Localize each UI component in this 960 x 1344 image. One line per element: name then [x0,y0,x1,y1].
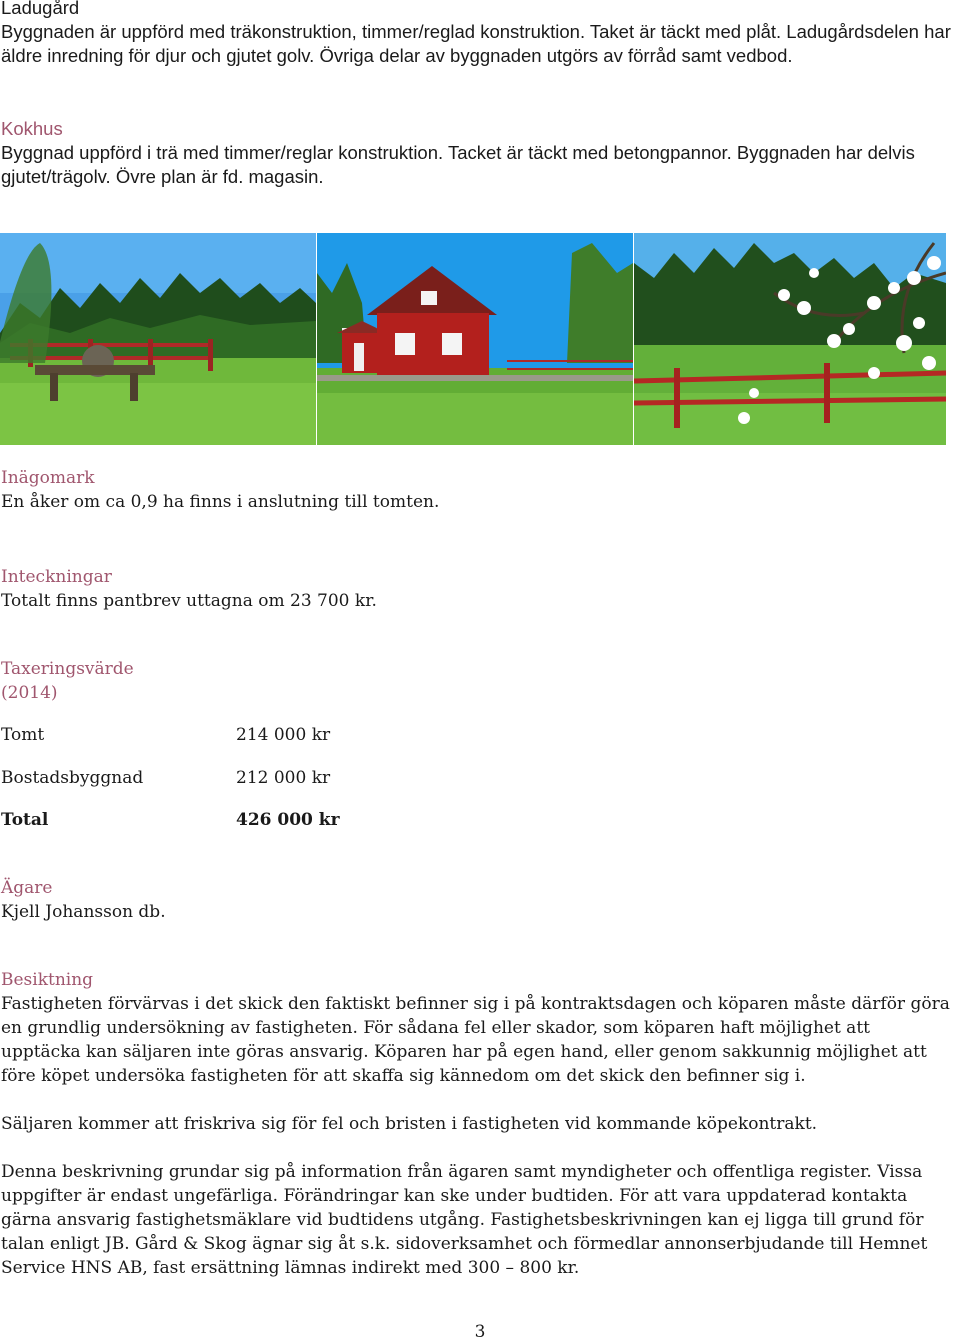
section-text-agare: Kjell Johansson db. [1,902,166,922]
row-label: Tomt [1,725,45,745]
section-text-ladugard: Byggnaden är uppförd med träkonstruktion, timmer/reglad konstruktion. Taket är täckt med plåt. Ladugårdsdelen har äldre inredning för djur och gjutet golv. Övriga delar av byggnaden utgörs av förråd samt vedbod. [1,21,951,66]
table-row [1,723,501,747]
section-title-taxering: Taxeringsvärde [1,659,134,679]
section-kokhus [1,117,954,189]
page-number: 3 [474,1322,486,1342]
section-inagomark [1,466,954,514]
section-agare [1,876,954,924]
section-text-kokhus: Byggnad uppförd i trä med timmer/reglar konstruktion. Tacket är täckt med betongpannor. Byggnaden har delvis gjutet/trägolv. Övre plan är fd. magasin. [1,142,915,187]
row-label: Bostadsbyggnad [1,768,144,788]
section-title-besiktning: Besiktning [1,970,94,990]
section-title-inteckningar: Inteckningar [1,567,112,587]
section-inteckningar [1,565,954,613]
row-value: 214 000 kr [236,725,331,745]
table-row [1,766,501,790]
row-value: 426 000 kr [236,810,340,830]
section-title-kokhus: Kokhus [1,118,63,139]
section-taxering [1,657,954,705]
photo-strip [0,233,946,445]
row-value: 212 000 kr [236,768,331,788]
photo-blossom-fence [634,233,946,445]
photo-field-grindstone [0,233,316,445]
besiktning-paragraph-2: Säljaren kommer att friskriva sig för fel och bristen i fastigheten vid kommande köpekontrakt. [1,1114,818,1134]
table-row-total [1,808,501,832]
besiktning-paragraph-1: Fastigheten förvärvas i det skick den faktiskt befinner sig i på kontraktsdagen och köparen måste därför göra en grundlig undersökning av fastigheten. För sådana fel eller skador, som köparen haft möjlighet att upptäcka kan säljaren inte göras ansvarig. Köparen har på egen hand, eller genom sakkunnig möjlighet att före köpet undersöka fastigheten för att skaffa sig kännedom om det skick den befinner sig i. [1,994,950,1086]
section-title-ladugard: Ladugård [1,0,80,18]
section-ladugard [1,0,954,68]
row-label: Total [1,810,49,830]
section-text-inagomark: En åker om ca 0,9 ha finns i anslutning till tomten. [1,492,440,512]
besiktning-paragraph-3: Denna beskrivning grundar sig på information från ägaren samt myndigheter och offentliga register. Vissa uppgifter är endast ungefärliga. Förändringar kan ske under budtiden. För att vara uppdaterad kontakta gärna ansvarig fastighetsmäklare vid budtidens utgång. Fastighetsbeskrivningen kan ej ligga till grund för talan enligt JB. Gård & Skog ägnar sig åt s.k. sidoverksamhet och förmedlar annonserbjudande till Hemnet Service HNS AB, fast ersättning lämnas indirekt med 300 – 800 kr. [1,1162,928,1278]
photo-red-house [317,233,633,445]
section-besiktning [1,968,954,1280]
section-title-inagomark: Inägomark [1,468,95,488]
taxering-year: (2014) [1,683,58,703]
section-text-inteckningar: Totalt finns pantbrev uttagna om 23 700 kr. [1,591,377,611]
section-title-agare: Ägare [1,878,53,898]
